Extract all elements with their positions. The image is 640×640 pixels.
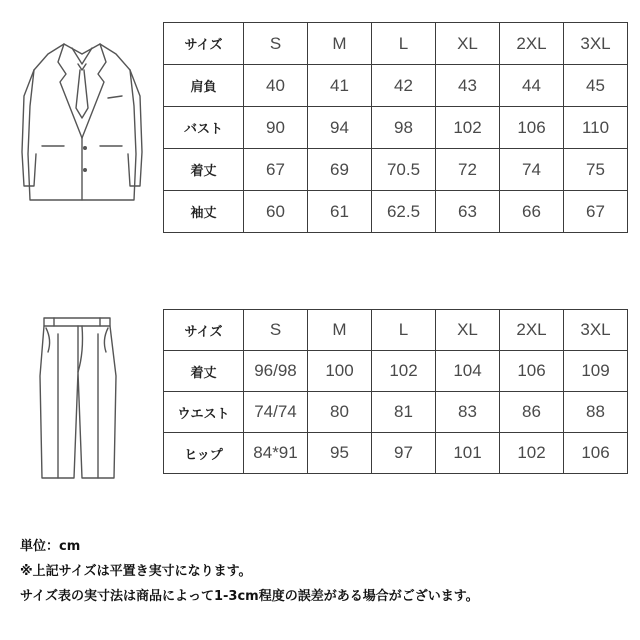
measure-label-cell: バスト [164,107,244,149]
measure-value-cell: 102 [500,433,564,474]
pants-header-row [164,310,628,351]
measure-value-cell: 96/98 [244,351,308,392]
size-header-cell: 3XL [564,23,628,65]
jacket-header-row [164,23,628,65]
measure-value-cell: 109 [564,351,628,392]
measure-value-cell: 110 [564,107,628,149]
measure-value-cell: 98 [372,107,436,149]
size-header-cell: 3XL [564,310,628,351]
pants-size-table [163,309,628,474]
jacket-table-row [164,107,628,149]
measure-value-cell: 106 [500,107,564,149]
measure-label-cell: 着丈 [164,351,244,392]
notes [20,538,630,613]
measure-value-cell: 61 [308,191,372,233]
size-header-cell: XL [436,310,500,351]
flat-measure-note: ※上記サイズは平置き実寸になります。 [20,564,252,579]
jacket-table-row [164,149,628,191]
measure-value-cell: 97 [372,433,436,474]
measure-value-cell: 63 [436,191,500,233]
size-header-cell: L [372,23,436,65]
measure-value-cell: 86 [500,392,564,433]
jacket-table-row [164,191,628,233]
measure-value-cell: 75 [564,149,628,191]
measure-value-cell: 106 [564,433,628,474]
measure-value-cell: 74/74 [244,392,308,433]
tolerance-note: サイズ表の実寸法は商品によって1-3cm程度の誤差がある場合がございます。 [20,589,479,604]
measure-value-cell: 90 [244,107,308,149]
measure-value-cell: 45 [564,65,628,107]
measure-value-cell: 80 [308,392,372,433]
measure-value-cell: 60 [244,191,308,233]
measure-value-cell: 41 [308,65,372,107]
unit-note: 単位：cm [20,539,81,554]
measure-value-cell: 100 [308,351,372,392]
measure-value-cell: 106 [500,351,564,392]
measure-value-cell: 101 [436,433,500,474]
measure-label-cell: 着丈 [164,149,244,191]
jacket-icon [18,36,146,212]
size-header-cell: M [308,23,372,65]
measure-value-cell: 66 [500,191,564,233]
jacket-table-row [164,65,628,107]
pants-table-row [164,433,628,474]
measure-label-cell: ウエスト [164,392,244,433]
size-header-cell: S [244,310,308,351]
measure-label-cell: 肩負 [164,65,244,107]
measure-value-cell: 42 [372,65,436,107]
measure-value-cell: 74 [500,149,564,191]
measure-value-cell: 70.5 [372,149,436,191]
pants-table-row [164,351,628,392]
measure-value-cell: 94 [308,107,372,149]
jacket-size-table [163,22,628,233]
size-header-cell: 2XL [500,23,564,65]
size-header-cell: S [244,23,308,65]
measure-label-cell: ヒップ [164,433,244,474]
measure-value-cell: 40 [244,65,308,107]
measure-value-cell: 83 [436,392,500,433]
measure-value-cell: 43 [436,65,500,107]
measure-value-cell: 72 [436,149,500,191]
size-header-cell: L [372,310,436,351]
measure-value-cell: 104 [436,351,500,392]
measure-value-cell: 84*91 [244,433,308,474]
measure-label-cell: 袖丈 [164,191,244,233]
size-label-cell: サイズ [164,23,244,65]
size-header-cell: 2XL [500,310,564,351]
size-label-cell: サイズ [164,310,244,351]
measure-value-cell: 95 [308,433,372,474]
measure-value-cell: 62.5 [372,191,436,233]
measure-value-cell: 69 [308,149,372,191]
measure-value-cell: 102 [372,351,436,392]
size-header-cell: M [308,310,372,351]
measure-value-cell: 88 [564,392,628,433]
pants-icon [38,312,118,484]
measure-value-cell: 102 [436,107,500,149]
measure-value-cell: 67 [244,149,308,191]
size-header-cell: XL [436,23,500,65]
measure-value-cell: 67 [564,191,628,233]
measure-value-cell: 44 [500,65,564,107]
measure-value-cell: 81 [372,392,436,433]
pants-table-row [164,392,628,433]
